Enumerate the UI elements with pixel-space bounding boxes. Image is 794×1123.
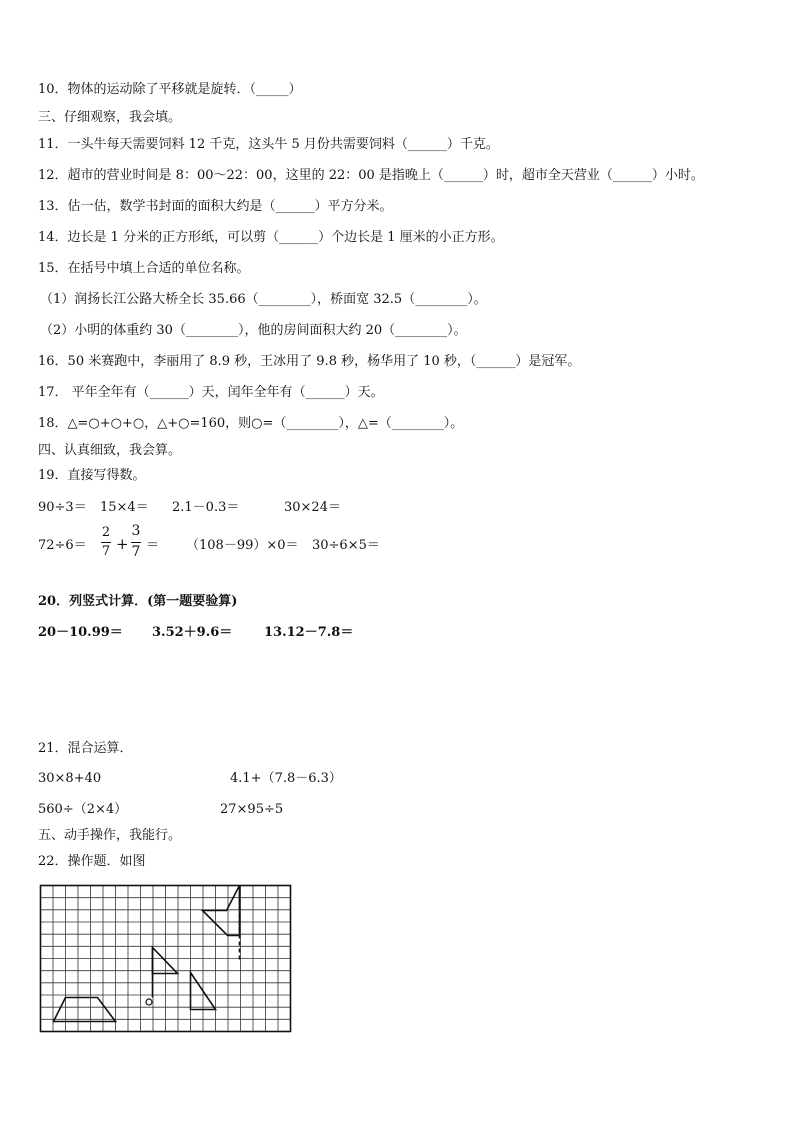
q19-row2-a: 72÷6＝ [38, 538, 87, 553]
q21-item: 30×8+40 [38, 771, 102, 786]
q19-row1-item: 30×24＝ [284, 500, 341, 515]
q10: 10．物体的运动除了平移就是旋转．（_____） [38, 82, 302, 97]
q11: 11．一头牛每天需要饲料 12 千克，这头牛 5 月份共需要饲料（______）千克。 [38, 137, 499, 152]
q19-row2-b: （108－99）×0＝ [186, 538, 299, 553]
q20: 20．列竖式计算．(第一题要验算) [38, 594, 238, 609]
q20-item: 3.52＋9.6＝ [152, 625, 233, 640]
arrow-shape [203, 886, 240, 936]
q21-item: 560÷（2×4） [38, 802, 128, 817]
q13: 13．估一估，数学书封面的面积大约是（______）平方分米。 [38, 199, 393, 214]
q19-row1-item: 15×4＝ [100, 500, 149, 515]
point-o-marker [146, 999, 152, 1005]
q21-item: 4.1+（7.8－6.3） [230, 771, 342, 786]
fraction-1-denominator: 7 [101, 544, 111, 559]
q20-item: 13.12－7.8＝ [264, 625, 354, 640]
section-3-heading: 三、仔细观察，我会填。 [38, 110, 182, 125]
q21-item: 27×95÷5 [220, 802, 284, 817]
q15: 15．在括号中填上合适的单位名称。 [38, 261, 250, 276]
q15-part-1: （1）润扬长江公路大桥全长 35.66（________），桥面宽 32.5（________）。 [40, 292, 487, 307]
section-5-heading: 五、动手操作，我能行。 [38, 828, 182, 843]
q18: 18．△=○+○+○，△+○=160，则○=（________），△=（________）。 [38, 416, 464, 431]
q20-item: 20－10.99＝ [38, 625, 123, 640]
q12: 12．超市的营业时间是 8：00～22：00，这里的 22：00 是指晚上（______）时，超市全天营业（______）小时。 [38, 168, 704, 183]
fraction-1-bar [101, 542, 111, 543]
fraction-2-bar [131, 542, 141, 543]
grid-figure [38, 883, 294, 1035]
section-4-heading: 四、认真细致，我会算。 [38, 443, 182, 458]
q19: 19．直接写得数。 [38, 468, 146, 483]
q21: 21．混合运算． [38, 741, 133, 756]
fraction-2-numerator: 3 [131, 523, 141, 539]
q22: 22．操作题．如图 [38, 854, 146, 869]
plus-sign: + [116, 535, 129, 553]
equals-sign: ＝ [146, 538, 160, 553]
grid-lines [41, 886, 291, 1032]
fraction-1-numerator: 2 [101, 525, 111, 540]
q19-row1-item: 90÷3＝ [38, 500, 87, 515]
q19-row2-c: 30÷6×5＝ [312, 538, 380, 553]
trapezoid-shape [54, 998, 116, 1022]
q15-part-2: （2）小明的体重约 30（________），他的房间面积大约 20（________）。 [40, 323, 467, 338]
q16: 16．50 米赛跑中，李丽用了 8.9 秒，王冰用了 9.8 秒，杨华用了 10 秒，（______）是冠军。 [38, 354, 581, 369]
q19-row1-item: 2.1－0.3＝ [172, 500, 240, 515]
q14: 14．边长是 1 分米的正方形纸，可以剪（______）个边长是 1 厘米的小正方形。 [38, 230, 504, 245]
flag-triangle [153, 948, 178, 974]
fraction-2-denominator: 7 [131, 544, 141, 560]
q17: 17． 平年全年有（______）天，闰年全年有（______）天。 [38, 385, 384, 400]
